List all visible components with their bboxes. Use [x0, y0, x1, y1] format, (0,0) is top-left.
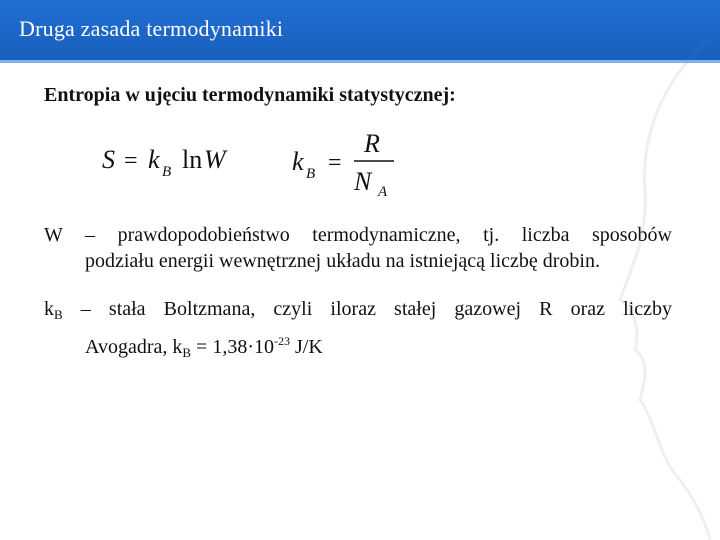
kb-subscript: B	[54, 307, 63, 322]
formula1-k: k	[148, 145, 160, 174]
kb-line2-subscript: B	[182, 345, 192, 360]
formula1-ln: ln	[182, 145, 203, 174]
section-heading: Entropia w ujęciu termodynamiki statystycznej:	[44, 84, 456, 106]
kb-k: k	[44, 298, 54, 320]
head-silhouette-decoration	[580, 40, 720, 540]
formula1-equals: =	[124, 148, 138, 174]
definition-w	[44, 222, 672, 274]
definition-kb-line1	[44, 296, 672, 328]
kb-line2-value: = 1,38·10	[191, 336, 274, 358]
definition-kb	[44, 296, 672, 366]
formula-svg	[96, 126, 416, 206]
formula1-W: W	[204, 145, 226, 174]
kb-line2-prefix: Avogadra, k	[85, 336, 183, 358]
formula2-N: N	[354, 167, 372, 196]
kb-exponent: -23	[274, 334, 290, 348]
formula2-B: B	[306, 166, 316, 182]
kb-unit: J/K	[290, 336, 323, 358]
definition-w-line1: W – prawdopodobieństwo termodynamiczne, tj. liczba sposobów	[44, 224, 672, 246]
formula2-numerator: R	[364, 129, 380, 158]
formula1-B: B	[162, 164, 172, 180]
formula2-equals: =	[328, 150, 342, 176]
entropy-formulas	[96, 126, 416, 206]
formula2-k: k	[292, 147, 304, 176]
definition-kb-line2	[44, 328, 672, 366]
slide-title: Druga zasada termodynamiki	[19, 16, 284, 41]
formula2-A: A	[378, 184, 388, 200]
kb-line1-text: – stała Boltzmana, czyli iloraz stałej gazowej R oraz liczby	[62, 298, 672, 320]
definition-w-line2: podziału energii wewnętrznej układu na istniejącą liczbę drobin.	[85, 250, 600, 272]
formula1-S: S	[102, 145, 115, 174]
